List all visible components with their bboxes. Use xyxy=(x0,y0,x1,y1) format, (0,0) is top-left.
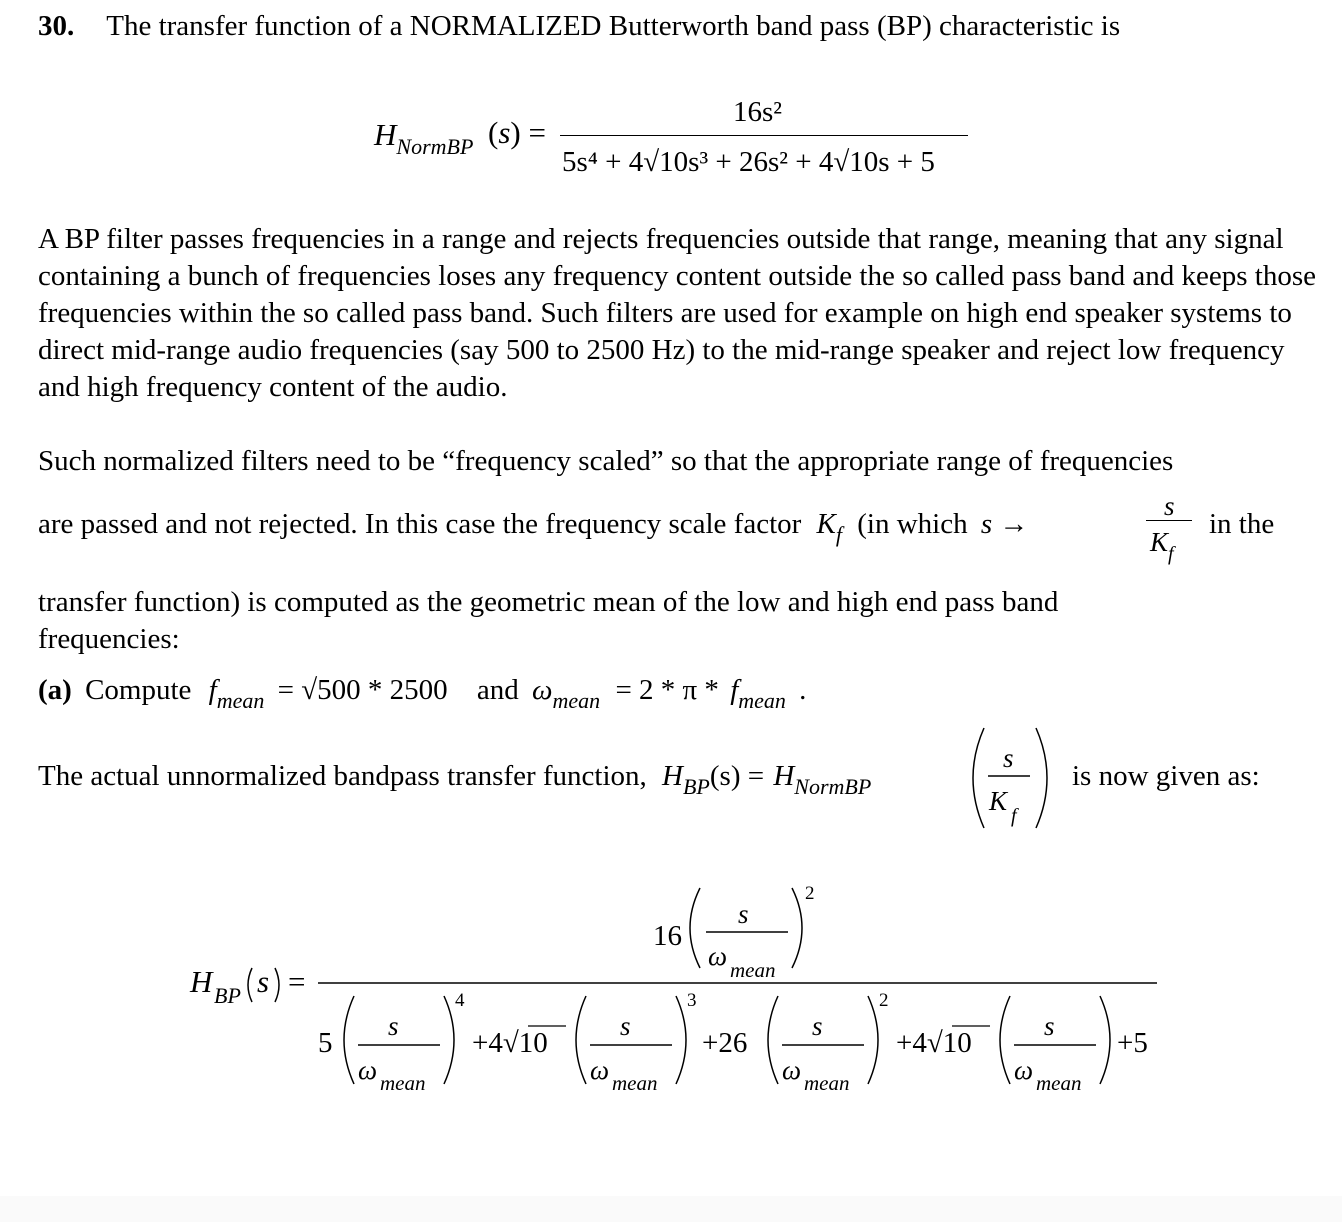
eq1-denominator: 5s⁴ + 4√10s³ + 26s² + 4√10s + 5 xyxy=(562,146,935,178)
svg-text:mean: mean xyxy=(730,958,776,982)
svg-text:mean: mean xyxy=(380,1071,426,1095)
svg-text:+4√10: +4√10 xyxy=(472,1027,548,1059)
svg-text:16: 16 xyxy=(653,920,682,952)
svg-text:ω: ω xyxy=(590,1055,610,1085)
svg-text:s: s xyxy=(620,1011,631,1041)
paragraph2-line1: Such normalized filters need to be “frequency scaled” so that the appropriate range of frequencies xyxy=(38,445,1174,477)
svg-text:3: 3 xyxy=(687,990,697,1011)
svg-text:4: 4 xyxy=(455,990,465,1011)
paragraph2-line3: transfer function) is computed as the geometric mean of the low and high end pass band frequencies: xyxy=(38,586,1059,655)
paragraph3-end: is now given as: xyxy=(1072,760,1260,792)
svg-text:2: 2 xyxy=(879,990,889,1011)
problem-number: 30. xyxy=(38,10,75,42)
svg-text:ω: ω xyxy=(358,1055,378,1085)
part-a: (a) Compute $f_{mean} = √500 * 2500$ and $\omega_{mean} = 2 * \pi * f_{mean}$ . xyxy=(38,674,807,713)
eq2-numerator xyxy=(653,883,815,982)
svg-text:ω: ω xyxy=(1014,1055,1034,1085)
svg-text:mean: mean xyxy=(612,1071,658,1095)
svg-text:s: s xyxy=(257,964,270,999)
problem-intro: The transfer function of a NORMALIZED Butterworth band pass (BP) characteristic is xyxy=(106,10,1121,42)
eq1-lhs-arg: (s) = xyxy=(488,115,546,150)
svg-text:s: s xyxy=(1044,1011,1055,1041)
paragraph3: The actual unnormalized bandpass transfer function, $H_{BP}(s) = H_{NormBP}$ xyxy=(38,760,872,799)
eq2-denominator xyxy=(318,990,1148,1095)
svg-text:ω: ω xyxy=(782,1055,802,1085)
svg-text:mean: mean xyxy=(804,1071,850,1095)
svg-text:s: s xyxy=(812,1011,823,1041)
svg-text:s: s xyxy=(1003,743,1014,773)
svg-text:=: = xyxy=(288,964,306,999)
svg-text:s: s xyxy=(388,1011,399,1041)
svg-text:+4√10: +4√10 xyxy=(896,1027,972,1059)
svg-text:+26: +26 xyxy=(702,1027,748,1059)
svg-text:2: 2 xyxy=(805,883,815,904)
svg-text:f: f xyxy=(1011,805,1017,827)
svg-text:ω: ω xyxy=(708,941,728,971)
svg-text:mean: mean xyxy=(1036,1071,1082,1095)
kf-symbol: $K_f$ xyxy=(816,508,843,547)
eq1-lhs-H: H xyxy=(374,117,397,152)
eq1-numerator: 16s² xyxy=(733,96,782,128)
eq1-lhs-sub: NormBP xyxy=(396,134,474,159)
svg-text:+5: +5 xyxy=(1117,1027,1148,1059)
page-bottom-strip xyxy=(0,1196,1342,1222)
paragraph2-line2-end: in the xyxy=(1209,508,1275,540)
svg-text:s: s xyxy=(738,899,749,929)
paragraph2-line2: are passed and not rejected. In this case the frequency scale factor $K_f$ (in which s → xyxy=(38,508,1029,547)
svg-text:K: K xyxy=(989,786,1008,816)
svg-text:5: 5 xyxy=(318,1027,333,1059)
eq2-lhs-H: H xyxy=(190,964,213,999)
paragraph-bp-description: A BP filter passes frequencies in a range and rejects frequencies outside that range, meaning that any signal containing a bunch of frequencies loses any frequency content outside the so called pass band and keeps those frequencies within the so called pass band. Such filters are used for example on high end speaker systems to direct mid-range audio frequencies (say 500 to 2500 Hz) to the mid-range speaker and reject low frequency and high frequency content of the audio. xyxy=(38,223,1317,403)
eq2-lhs-sub: BP xyxy=(214,983,241,1008)
part-a-label: (a) xyxy=(38,674,72,706)
